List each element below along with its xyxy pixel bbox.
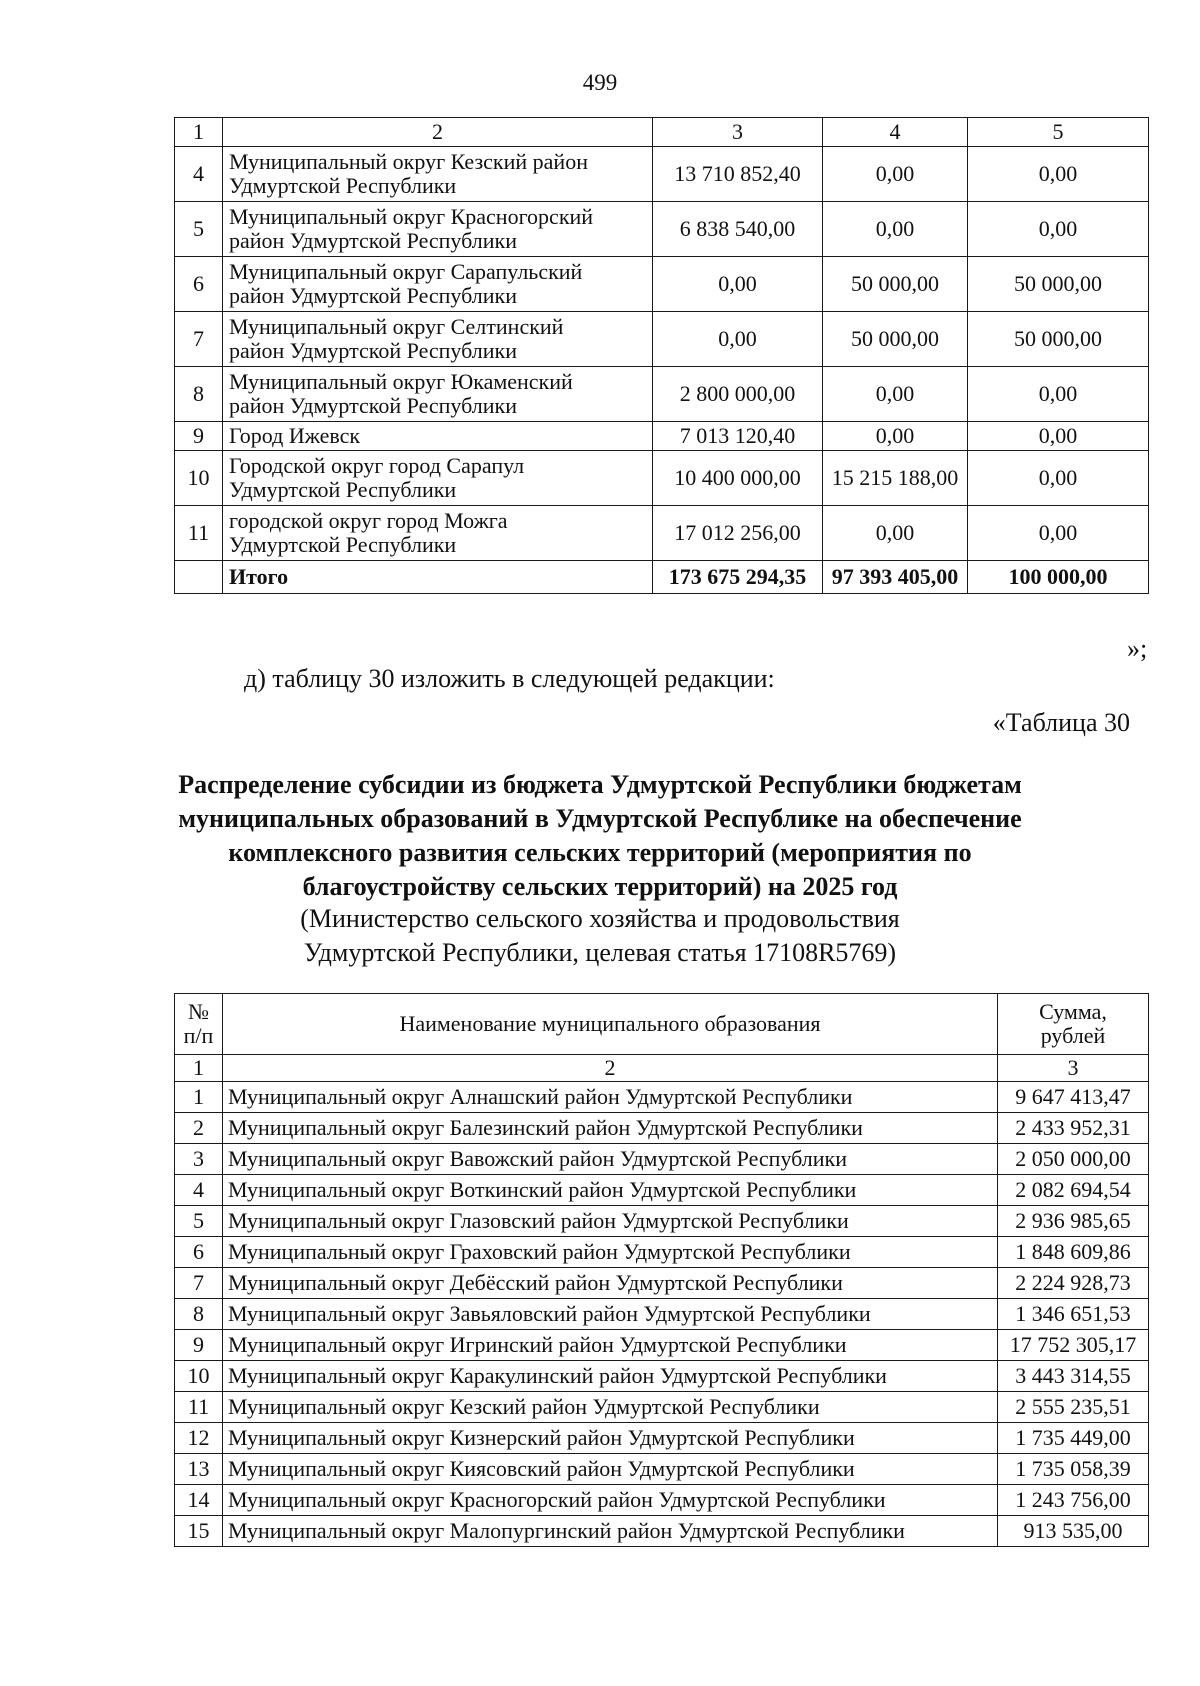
heading-line: Распределение субсидии из бюджета Удмуртской Республики бюджетам (178, 770, 1022, 799)
header-sum-line: рублей (1040, 1023, 1106, 1048)
municipality-name: Муниципальный округ Киясовский район Удмуртской Республики (223, 1454, 998, 1485)
subsidy-amount: 2 555 235,51 (998, 1392, 1149, 1423)
value-col3: 2 800 000,00 (653, 367, 823, 422)
table-row (175, 202, 1149, 257)
row-number: 10 (175, 1361, 223, 1392)
heading-line: муниципальных образований в Удмуртской Республике на обеспечение (178, 804, 1022, 833)
header-number-line: п/п (183, 1023, 214, 1048)
subsidy-amount: 1 243 756,00 (998, 1485, 1149, 1516)
total-label: Итого (223, 561, 653, 594)
table-row (175, 451, 1149, 506)
municipality-name: Муниципальный округ Селтинский район Удмуртской Республики (223, 312, 653, 367)
table-row (175, 1299, 1149, 1330)
value-col5: 0,00 (968, 422, 1149, 451)
column-number: 4 (823, 118, 968, 147)
row-number: 9 (175, 422, 223, 451)
municipality-name: Муниципальный округ Юкаменский район Удмуртской Республики (223, 367, 653, 422)
column-number: 3 (998, 1055, 1149, 1082)
row-number: 7 (175, 312, 223, 367)
value-col3: 0,00 (653, 312, 823, 367)
value-col4: 0,00 (823, 202, 968, 257)
subsidy-amount: 2 224 928,73 (998, 1268, 1149, 1299)
value-col4: 0,00 (823, 367, 968, 422)
row-number: 15 (175, 1516, 223, 1547)
column-number: 2 (223, 1055, 998, 1082)
table-row (175, 1423, 1149, 1454)
municipality-name: Муниципальный округ Вавожский район Удмуртской Республики (223, 1144, 998, 1175)
row-number: 5 (175, 202, 223, 257)
subsidy-amount: 1 346 651,53 (998, 1299, 1149, 1330)
total-col5: 100 000,00 (968, 561, 1149, 594)
subsidy-amount: 17 752 305,17 (998, 1330, 1149, 1361)
table-row (175, 1082, 1149, 1113)
row-number: 8 (175, 367, 223, 422)
table-label: «Таблица 30 (992, 708, 1130, 737)
municipality-name: Муниципальный округ Сарапульский район Удмуртской Республики (223, 257, 653, 312)
column-number: 2 (223, 118, 653, 147)
row-number: 4 (175, 1175, 223, 1206)
table-row (175, 312, 1149, 367)
row-number: 11 (175, 506, 223, 561)
subsidy-distribution-table (174, 993, 1149, 1547)
value-col4: 0,00 (823, 422, 968, 451)
municipality-name: Муниципальный округ Игринский район Удмуртской Республики (223, 1330, 998, 1361)
municipality-name: городской округ город Можга Удмуртской Республики (223, 506, 653, 561)
municipality-name: Городской округ город Сарапул Удмуртской Республики (223, 451, 653, 506)
table-row (175, 1206, 1149, 1237)
table-row (175, 1330, 1149, 1361)
value-col4: 50 000,00 (823, 257, 968, 312)
row-number: 8 (175, 1299, 223, 1330)
subsidy-amount: 2 433 952,31 (998, 1113, 1149, 1144)
header-number-line: № (188, 999, 209, 1024)
value-col5: 0,00 (968, 367, 1149, 422)
row-number: 10 (175, 451, 223, 506)
row-number: 14 (175, 1485, 223, 1516)
subsidy-amount: 3 443 314,55 (998, 1361, 1149, 1392)
municipality-name: Муниципальный округ Балезинский район Удмуртской Республики (223, 1113, 998, 1144)
row-number: 4 (175, 147, 223, 202)
table-row (175, 257, 1149, 312)
municipality-name: Муниципальный округ Красногорский район Удмуртской Республики (223, 1485, 998, 1516)
value-col5: 0,00 (968, 202, 1149, 257)
row-number: 11 (175, 1392, 223, 1423)
table-row (175, 506, 1149, 561)
municipality-name: Муниципальный округ Дебёсский район Удмуртской Республики (223, 1268, 998, 1299)
column-number: 3 (653, 118, 823, 147)
row-number: 6 (175, 257, 223, 312)
table-heading (100, 768, 1100, 904)
table-row (175, 1268, 1149, 1299)
value-col4: 15 215 188,00 (823, 451, 968, 506)
row-number: 1 (175, 1082, 223, 1113)
subsidy-amount: 9 647 413,47 (998, 1082, 1149, 1113)
table-row (175, 1175, 1149, 1206)
heading-line: комплексного развития сельских территорий (мероприятия по (228, 838, 972, 867)
table-subheading (100, 902, 1100, 970)
subsidy-amount: 2 050 000,00 (998, 1144, 1149, 1175)
row-number: 9 (175, 1330, 223, 1361)
municipality-name: Муниципальный округ Кизнерский район Удмуртской Республики (223, 1423, 998, 1454)
table-row (175, 1454, 1149, 1485)
municipality-name: Муниципальный округ Кезский район Удмуртской Республики (223, 1392, 998, 1423)
value-col4: 50 000,00 (823, 312, 968, 367)
header-sum-line: Сумма, (1039, 999, 1107, 1024)
value-col4: 0,00 (823, 506, 968, 561)
value-col5: 0,00 (968, 506, 1149, 561)
amendment-instruction: д) таблицу 30 изложить в следующей редакции: (244, 664, 775, 693)
heading-line: благоустройству сельских территорий) на 2025 год (302, 872, 898, 901)
table-row (175, 367, 1149, 422)
table-row (175, 1144, 1149, 1175)
table-row (175, 147, 1149, 202)
municipality-name: Муниципальный округ Граховский район Удмуртской Республики (223, 1237, 998, 1268)
header-sum-cell (998, 994, 1149, 1055)
value-col3: 17 012 256,00 (653, 506, 823, 561)
header-name-cell: Наименование муниципального образования (223, 994, 998, 1055)
table-row (175, 1361, 1149, 1392)
value-col3: 13 710 852,40 (653, 147, 823, 202)
table-row (175, 422, 1149, 451)
value-col5: 0,00 (968, 451, 1149, 506)
municipality-name: Муниципальный округ Глазовский район Удмуртской Республики (223, 1206, 998, 1237)
subheading-line: (Министерство сельского хозяйства и продовольствия (300, 904, 900, 933)
value-col4: 0,00 (823, 147, 968, 202)
value-col3: 7 013 120,40 (653, 422, 823, 451)
value-col5: 50 000,00 (968, 312, 1149, 367)
row-number: 6 (175, 1237, 223, 1268)
column-number-row (175, 118, 1149, 147)
total-row (175, 561, 1149, 594)
column-number: 1 (175, 1055, 223, 1082)
table-row (175, 1237, 1149, 1268)
total-col3: 173 675 294,35 (653, 561, 823, 594)
subsidy-amount: 913 535,00 (998, 1516, 1149, 1547)
row-number: 2 (175, 1113, 223, 1144)
closing-quote: »; (1127, 634, 1148, 663)
total-empty-cell (175, 561, 223, 594)
municipality-name: Муниципальный округ Кезский район Удмуртской Республики (223, 147, 653, 202)
header-row (175, 994, 1149, 1055)
value-col3: 10 400 000,00 (653, 451, 823, 506)
header-number-cell (175, 994, 223, 1055)
page-number: 499 (582, 70, 618, 95)
municipality-name: Муниципальный округ Каракулинский район Удмуртской Республики (223, 1361, 998, 1392)
row-number: 7 (175, 1268, 223, 1299)
row-number: 12 (175, 1423, 223, 1454)
row-number: 13 (175, 1454, 223, 1485)
municipality-name: Город Ижевск (223, 422, 653, 451)
column-number-row (175, 1055, 1149, 1082)
value-col5: 0,00 (968, 147, 1149, 202)
subsidy-amount: 1 735 449,00 (998, 1423, 1149, 1454)
column-number: 1 (175, 118, 223, 147)
total-col4: 97 393 405,00 (823, 561, 968, 594)
table-row (175, 1113, 1149, 1144)
row-number: 5 (175, 1206, 223, 1237)
table-row (175, 1392, 1149, 1423)
value-col3: 0,00 (653, 257, 823, 312)
value-col3: 6 838 540,00 (653, 202, 823, 257)
municipality-name: Муниципальный округ Красногорский район Удмуртской Республики (223, 202, 653, 257)
municipality-name: Муниципальный округ Малопургинский район Удмуртской Республики (223, 1516, 998, 1547)
table-row (175, 1516, 1149, 1547)
row-number: 3 (175, 1144, 223, 1175)
subsidy-amount: 2 936 985,65 (998, 1206, 1149, 1237)
subsidy-amount: 1 848 609,86 (998, 1237, 1149, 1268)
column-number: 5 (968, 118, 1149, 147)
distribution-table-continued (174, 117, 1149, 594)
table-row (175, 1485, 1149, 1516)
subheading-line: Удмуртской Республики, целевая статья 17108R5769) (303, 938, 897, 967)
subsidy-amount: 2 082 694,54 (998, 1175, 1149, 1206)
municipality-name: Муниципальный округ Завьяловский район Удмуртской Республики (223, 1299, 998, 1330)
value-col5: 50 000,00 (968, 257, 1149, 312)
subsidy-amount: 1 735 058,39 (998, 1454, 1149, 1485)
municipality-name: Муниципальный округ Алнашский район Удмуртской Республики (223, 1082, 998, 1113)
municipality-name: Муниципальный округ Воткинский район Удмуртской Республики (223, 1175, 998, 1206)
